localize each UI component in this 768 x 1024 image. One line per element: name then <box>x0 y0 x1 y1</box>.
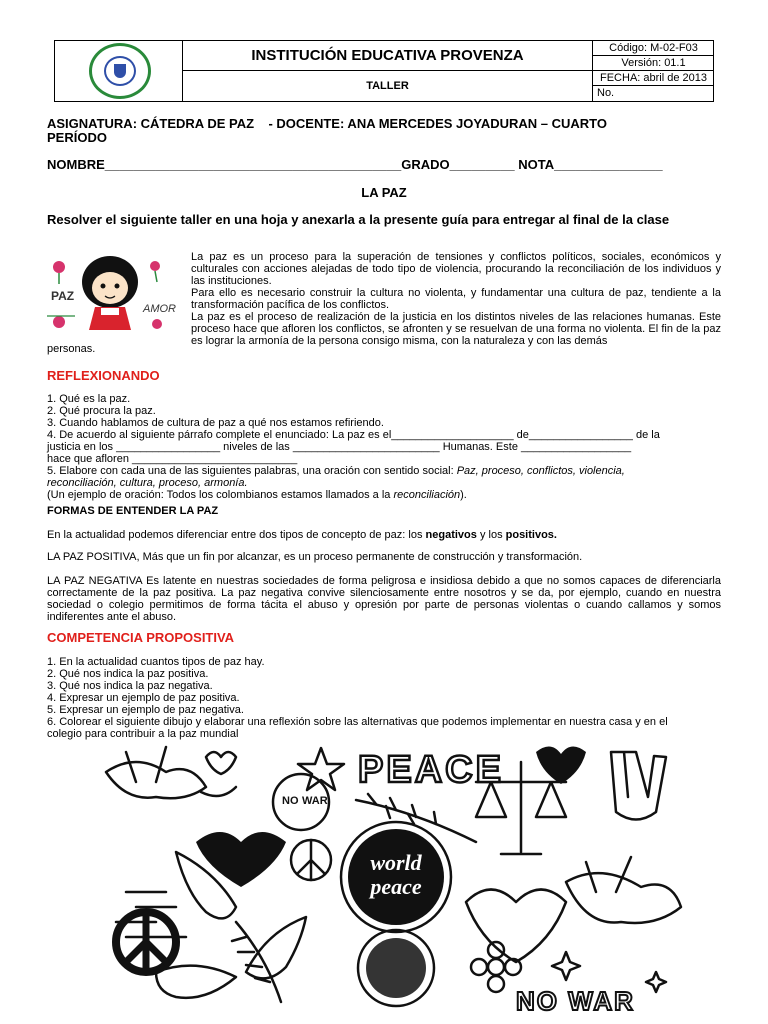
logo-cell <box>55 41 183 101</box>
subject-line-2: PERÍODO <box>47 130 107 145</box>
no-word: NO <box>282 795 299 807</box>
page-title: LA PAZ <box>361 185 407 200</box>
question: 3. Qué nos indica la paz negativa. <box>47 680 213 692</box>
intro-paragraph: La paz es un proceso para la superación de tensiones y conflictos políticos, sociales, económicos y culturales con acciones alejadas de todo tipo de violencia, procurando la reconciliación de los individuos y las instituciones. <box>191 251 721 287</box>
competence-questions <box>47 656 727 740</box>
name-grade-line: NOMBRE_________________________________________GRADO_________ NOTA_______________ <box>47 157 663 172</box>
question: hace que afloren ___________________________ <box>47 453 298 465</box>
section-heading-reflect: REFLEXIONANDO <box>47 368 160 383</box>
question: justicia en los _________________ niveles de las ________________________ Humanas. Este __________________ <box>47 441 632 453</box>
section-heading-forms: FORMAS DE ENTENDER LA PAZ <box>47 505 219 517</box>
question-example: (Un ejemplo de oración: Todos los colombianos estamos llamados a la reconciliación). <box>47 489 467 501</box>
question: 1. En la actualidad cuantos tipos de paz hay. <box>47 656 265 668</box>
handshake-icon <box>156 966 236 998</box>
header-table <box>54 40 714 102</box>
peace-small-word: peace <box>370 874 422 899</box>
heart-peace-icon <box>466 890 566 963</box>
doc-date: FECHA: abril de 2013 <box>593 71 714 86</box>
question: 4. De acuerdo al siguiente párrafo complete el enunciado: La paz es el____________________ de_________________ de la <box>47 429 660 441</box>
mafalda-paz-word: PAZ <box>51 289 75 303</box>
question: 3. Cuando hablamos de cultura de paz a qué nos estamos refiriendo. <box>47 417 384 429</box>
question: colegio para contribuir a la paz mundial <box>47 728 239 740</box>
section-heading-competence: COMPETENCIA PROPOSITIVA <box>47 630 235 645</box>
mafalda-illustration <box>45 252 180 334</box>
no-war-word: NO WAR <box>516 986 635 1016</box>
question: 5. Elabore con cada una de las siguientes palabras, una oración con sentido social: Paz, proceso, conflictos, violencia, <box>47 465 625 477</box>
intro-text <box>191 251 721 347</box>
question: 1. Qué es la paz. <box>47 393 131 405</box>
heart-filled-icon <box>536 746 586 784</box>
heart-outline-icon <box>206 752 236 774</box>
peace-hand-icon <box>611 752 666 820</box>
peace-coloring-drawing <box>96 742 686 1018</box>
forms-paragraph: En la actualidad podemos diferenciar entre dos tipos de concepto de paz: los negativos y los positivos. <box>47 529 557 541</box>
intro-paragraph: La paz es el proceso de realización de la justicia en los distintos niveles de las relaciones humanas. Este proceso hace que afloren los conflictos, se afronten y se resuelvan de una forma no violenta. El fin de la paz es lograr la armonía de la persona consigo misma, con la naturaleza y con las demás <box>191 311 721 347</box>
school-logo <box>89 43 151 99</box>
instruction: Resolver el siguiente taller en una hoja y anexarla a la presente guía para entregar al final de la clase <box>47 212 670 227</box>
intro-paragraph-end: personas. <box>47 343 96 355</box>
positive-peace-text: LA PAZ POSITIVA, Más que un fin por alcanzar, es un proceso permanente de construcción y transformación. <box>47 551 583 563</box>
question: 4. Expresar un ejemplo de paz positiva. <box>47 692 240 704</box>
question: 5. Expresar un ejemplo de paz negativa. <box>47 704 244 716</box>
negative-peace-text: LA PAZ NEGATIVA Es latente en nuestras sociedades de forma peligrosa e insidiosa debido a que no somos capaces de diferenciarla correctamente de la paz positiva. La paz negativa convive silenciosamente entre nosotros y se da, por ejemplo, cuando en nuestra sociedad o colegio permitimos de forma tácita el abuso y opresión por parte de personas violentas o cuando callamos y somos indiferentes ante el abuso. <box>47 575 721 623</box>
world-word: world <box>370 850 422 875</box>
subject-line: ASIGNATURA: CÁTEDRA DE PAZ - DOCENTE: ANA MERCEDES JOYADURAN – CUARTO <box>47 116 607 131</box>
question: 2. Qué nos indica la paz positiva. <box>47 668 209 680</box>
war-word: WAR <box>302 795 328 807</box>
doc-version: Versión: 01.1 <box>593 56 714 71</box>
mafalda-amor-word: AMOR <box>143 303 176 315</box>
doc-number: No. <box>597 87 615 99</box>
question: 2. Qué procura la paz. <box>47 405 156 417</box>
doc-code: Código: M-02-F03 <box>593 41 714 56</box>
intro-paragraph: Para ello es necesario construir la cultura no violenta, y fundamentar una cultura de paz, tendiente a la transformación pacífica de los conflictos. <box>191 287 721 311</box>
reflect-questions <box>47 393 721 501</box>
institution-name: INSTITUCIÓN EDUCATIVA PROVENZA <box>183 41 593 71</box>
question: reconciliación, cultura, proceso, armonía. <box>47 477 248 489</box>
question: 6. Colorear el siguiente dibujo y elaborar una reflexión sobre las alternativas que podemos implementar en nuestra casa y en el <box>47 716 668 728</box>
peace-word: PEACE <box>358 749 504 791</box>
document-type: TALLER <box>183 71 593 101</box>
